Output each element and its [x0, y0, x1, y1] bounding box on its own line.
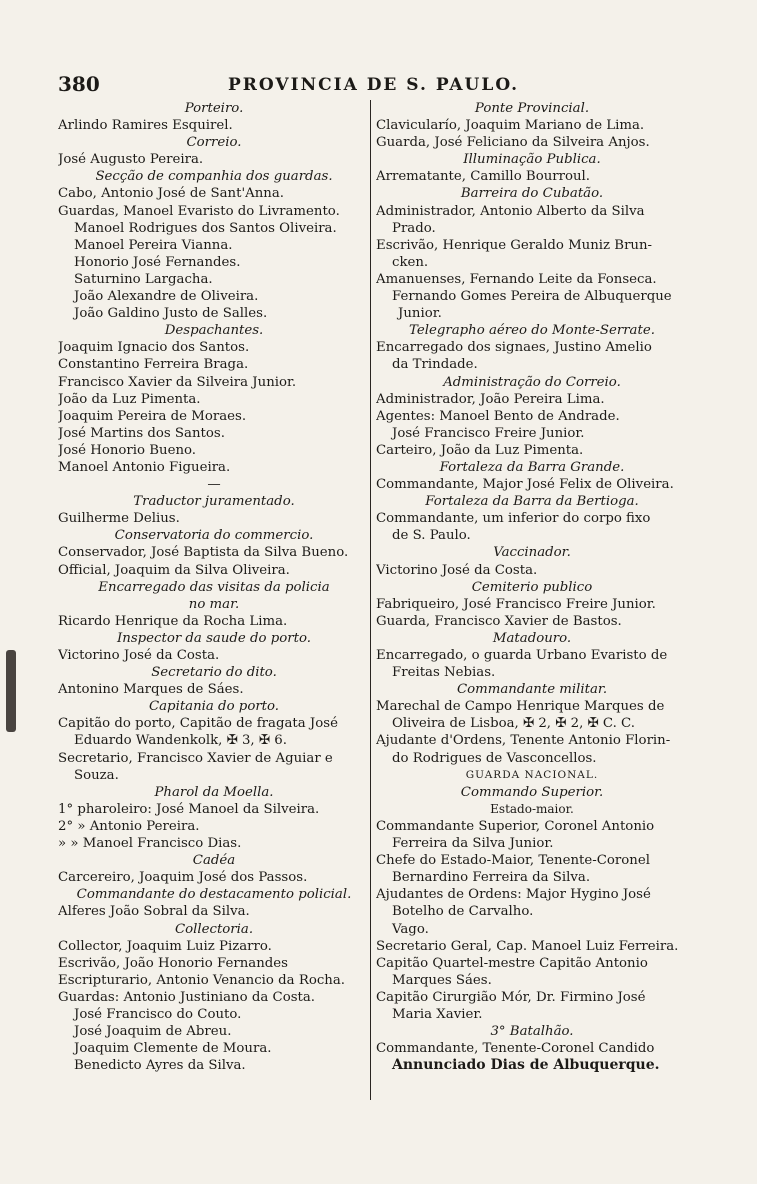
text-line: Manoel Rodrigues dos Santos Oliveira.: [74, 220, 337, 236]
section-heading: Encarregado das visitas da policia: [98, 579, 330, 595]
text-line: 2° » Antonio Pereira.: [58, 818, 200, 834]
text-line: Victorino José da Costa.: [376, 562, 538, 578]
text-line: José Martins dos Santos.: [58, 425, 225, 441]
text-line: Encarregado, o guarda Urbano Evaristo de: [376, 648, 668, 663]
page-header: [58, 70, 693, 98]
text-line: da Trindade.: [392, 357, 478, 373]
text-line: Guardas: Antonio Justiniano da Costa.: [58, 989, 316, 1005]
text-line: de S. Paulo.: [392, 528, 471, 544]
text-line: 1° pharoleiro: José Manoel da Silveira.: [58, 801, 320, 817]
text-line: Ferreira da Silva Junior.: [392, 836, 554, 852]
section-heading: Porteiro.: [184, 101, 244, 116]
section-heading: Collectoria.: [174, 921, 254, 937]
text-line: Guilherme Delius.: [58, 511, 180, 527]
text-line: Secretario Geral, Cap. Manoel Luiz Ferreira.: [376, 938, 679, 954]
text-line: Joaquim Clemente de Moura.: [74, 1041, 272, 1057]
text-line: Commandante, Major José Felix de Oliveira.: [376, 477, 674, 493]
text-line: Guardas, Manoel Evaristo do Livramento.: [58, 203, 340, 219]
text-line: Fernando Gomes Pereira de Albuquerque: [392, 289, 672, 305]
text-line: Maria Xavier.: [392, 1006, 483, 1022]
section-heading: Vaccinador.: [493, 545, 571, 561]
text-line: Guarda, José Feliciano da Silveira Anjos.: [376, 135, 650, 151]
text-line: Arlindo Ramires Esquirel.: [58, 118, 233, 134]
text-line: Carcereiro, Joaquim José dos Passos.: [58, 870, 308, 886]
text-line: Ajudantes de Ordens: Major Hygino José: [376, 887, 651, 903]
text-line: Escrivão, João Honorio Fernandes: [58, 955, 288, 971]
section-heading: Cemiterio publico: [471, 579, 593, 595]
section-heading: Fortaleza da Barra Grande.: [439, 459, 625, 475]
page-number: 380: [58, 72, 100, 96]
text-line: Bernardino Ferreira da Silva.: [392, 870, 591, 886]
text-line: Administrador, João Pereira Lima.: [376, 391, 605, 407]
section-heading: 3° Batalhão.: [490, 1024, 574, 1040]
right-column: [376, 100, 688, 1074]
section-heading: Despachantes.: [164, 323, 264, 339]
section-heading: Commando Superior.: [460, 784, 604, 800]
section-heading: Fortaleza da Barra da Bertioga.: [425, 494, 639, 510]
text-line: —: [207, 477, 221, 493]
text-line: Ajudante d'Ordens, Tenente Antonio Florin-: [376, 733, 671, 749]
text-line: José Joaquim de Abreu.: [74, 1024, 232, 1040]
text-line: Secretario, Francisco Xavier de Aguiar e: [58, 750, 333, 766]
text-line: Benedicto Ayres da Silva.: [74, 1058, 246, 1074]
scan-edge-mark: [6, 650, 16, 732]
text-line: Honorio José Fernandes.: [74, 254, 241, 270]
text-line: João Galdino Justo de Salles.: [74, 306, 268, 322]
section-heading: Secretario do dito.: [151, 665, 277, 681]
text-line: Saturnino Largacha.: [74, 271, 213, 287]
text-line: Administrador, Antonio Alberto da Silva: [376, 203, 645, 219]
text-line: Commandante, um inferior do corpo fixo: [376, 511, 651, 527]
text-line: Junior.: [398, 306, 442, 322]
text-line: Escrivão, Henrique Geraldo Muniz Brun-: [376, 237, 653, 253]
section-heading: Pharol da Moella.: [154, 784, 274, 800]
text-line: Souza.: [74, 767, 119, 783]
text-line: João Alexandre de Oliveira.: [74, 289, 259, 305]
text-line: Francisco Xavier da Silveira Junior.: [58, 374, 297, 390]
text-line: Eduardo Wandenkolk, ✠ 3, ✠ 6.: [74, 733, 287, 749]
text-line: » » Manoel Francisco Dias.: [58, 836, 242, 852]
text-line: Marechal de Campo Henrique Marques de: [376, 699, 665, 715]
page-title: PROVINCIA DE S. PAULO.: [228, 75, 520, 95]
section-heading: Capitania do porto.: [148, 699, 280, 715]
section-heading: Illuminação Publica.: [463, 152, 601, 168]
text-line: Freitas Nebias.: [392, 665, 496, 681]
text-line: Guarda, Francisco Xavier de Bastos.: [376, 613, 622, 629]
text-line: Carteiro, João da Luz Pimenta.: [376, 442, 584, 458]
section-heading: no mar.: [188, 596, 240, 612]
text-line: João da Luz Pimenta.: [58, 391, 201, 407]
section-heading: Secção de companhia dos guardas.: [95, 169, 333, 185]
left-column: [58, 100, 370, 1074]
section-heading: Traductor juramentado.: [133, 494, 295, 510]
section-heading: Cadéa: [192, 853, 236, 869]
text-line: Conservador, José Baptista da Silva Bueno.: [58, 545, 349, 561]
text-line: Agentes: Manoel Bento de Andrade.: [376, 408, 620, 424]
text-line: Amanuenses, Fernando Leite da Fonseca.: [376, 271, 657, 287]
text-line: cken.: [392, 254, 429, 270]
text-line: Official, Joaquim da Silva Oliveira.: [58, 562, 290, 578]
section-heading: Commandante militar.: [456, 682, 608, 698]
section-heading: Inspector da saude do porto.: [117, 630, 311, 646]
section-heading: Administração do Correio.: [443, 374, 621, 390]
text-line: Estado-maior.: [490, 801, 574, 816]
text-line: Botelho de Carvalho.: [392, 904, 534, 920]
text-line: Capitão Cirurgião Mór, Dr. Firmino José: [376, 989, 646, 1005]
section-heading: Ponte Provincial.: [474, 101, 590, 116]
text-line: GUARDA NACIONAL.: [465, 768, 599, 781]
section-heading: Commandante do destacamento policial.: [76, 887, 352, 903]
text-line: Manoel Pereira Vianna.: [74, 237, 233, 253]
text-line: José Francisco Freire Junior.: [392, 425, 585, 441]
column-divider: [370, 100, 371, 1100]
text-line: do Rodrigues de Vasconcellos.: [392, 750, 597, 766]
text-line: Commandante, Tenente-Coronel Candido: [376, 1041, 655, 1057]
text-line: Alferes João Sobral da Silva.: [58, 904, 250, 920]
text-line: Fabriqueiro, José Francisco Freire Junior.: [376, 596, 656, 612]
text-line: Ricardo Henrique da Rocha Lima.: [58, 613, 288, 629]
section-heading: Matadouro.: [492, 630, 572, 646]
text-line: José Honorio Bueno.: [58, 442, 197, 458]
text-line: Capitão Quartel-mestre Capitão Antonio: [376, 955, 648, 971]
text-line: Escripturario, Antonio Venancio da Rocha.: [58, 972, 346, 988]
text-line: Joaquim Pereira de Moraes.: [58, 408, 247, 424]
text-line: Capitão do porto, Capitão de fragata José: [58, 716, 338, 732]
text-line: Commandante Superior, Coronel Antonio: [376, 818, 655, 834]
text-line: Clavicularío, Joaquim Mariano de Lima.: [376, 118, 645, 134]
text-line: Collector, Joaquim Luiz Pizarro.: [58, 938, 272, 954]
text-line: Annunciado Dias de Albuquerque.: [392, 1057, 660, 1074]
text-line: Joaquim Ignacio dos Santos.: [58, 340, 250, 356]
text-line: Oliveira de Lisboa, ✠ 2, ✠ 2, ✠ C. C.: [392, 716, 635, 732]
text-line: Victorino José da Costa.: [58, 648, 220, 663]
text-line: Arrematante, Camillo Bourroul.: [376, 169, 591, 185]
text-line: Encarregado dos signaes, Justino Amelio: [376, 340, 652, 356]
text-line: Vago.: [392, 921, 429, 937]
text-line: Antonino Marques de Sáes.: [58, 682, 244, 698]
text-line: Chefe do Estado-Maior, Tenente-Coronel: [376, 853, 650, 869]
text-line: Constantino Ferreira Braga.: [58, 357, 249, 373]
section-heading: Telegrapho aéreo do Monte-Serrate.: [409, 323, 655, 339]
text-line: Marques Sáes.: [392, 972, 492, 988]
text-line: José Augusto Pereira.: [58, 152, 204, 168]
text-line: Prado.: [392, 220, 436, 236]
text-line: José Francisco do Couto.: [74, 1006, 242, 1022]
section-heading: Barreira do Cubatão.: [460, 186, 604, 202]
section-heading: Correio.: [186, 135, 242, 151]
text-line: Cabo, Antonio José de Sant'Anna.: [58, 186, 284, 202]
text-line: Manoel Antonio Figueira.: [58, 459, 231, 475]
section-heading: Conservatoria do commercio.: [114, 528, 314, 544]
